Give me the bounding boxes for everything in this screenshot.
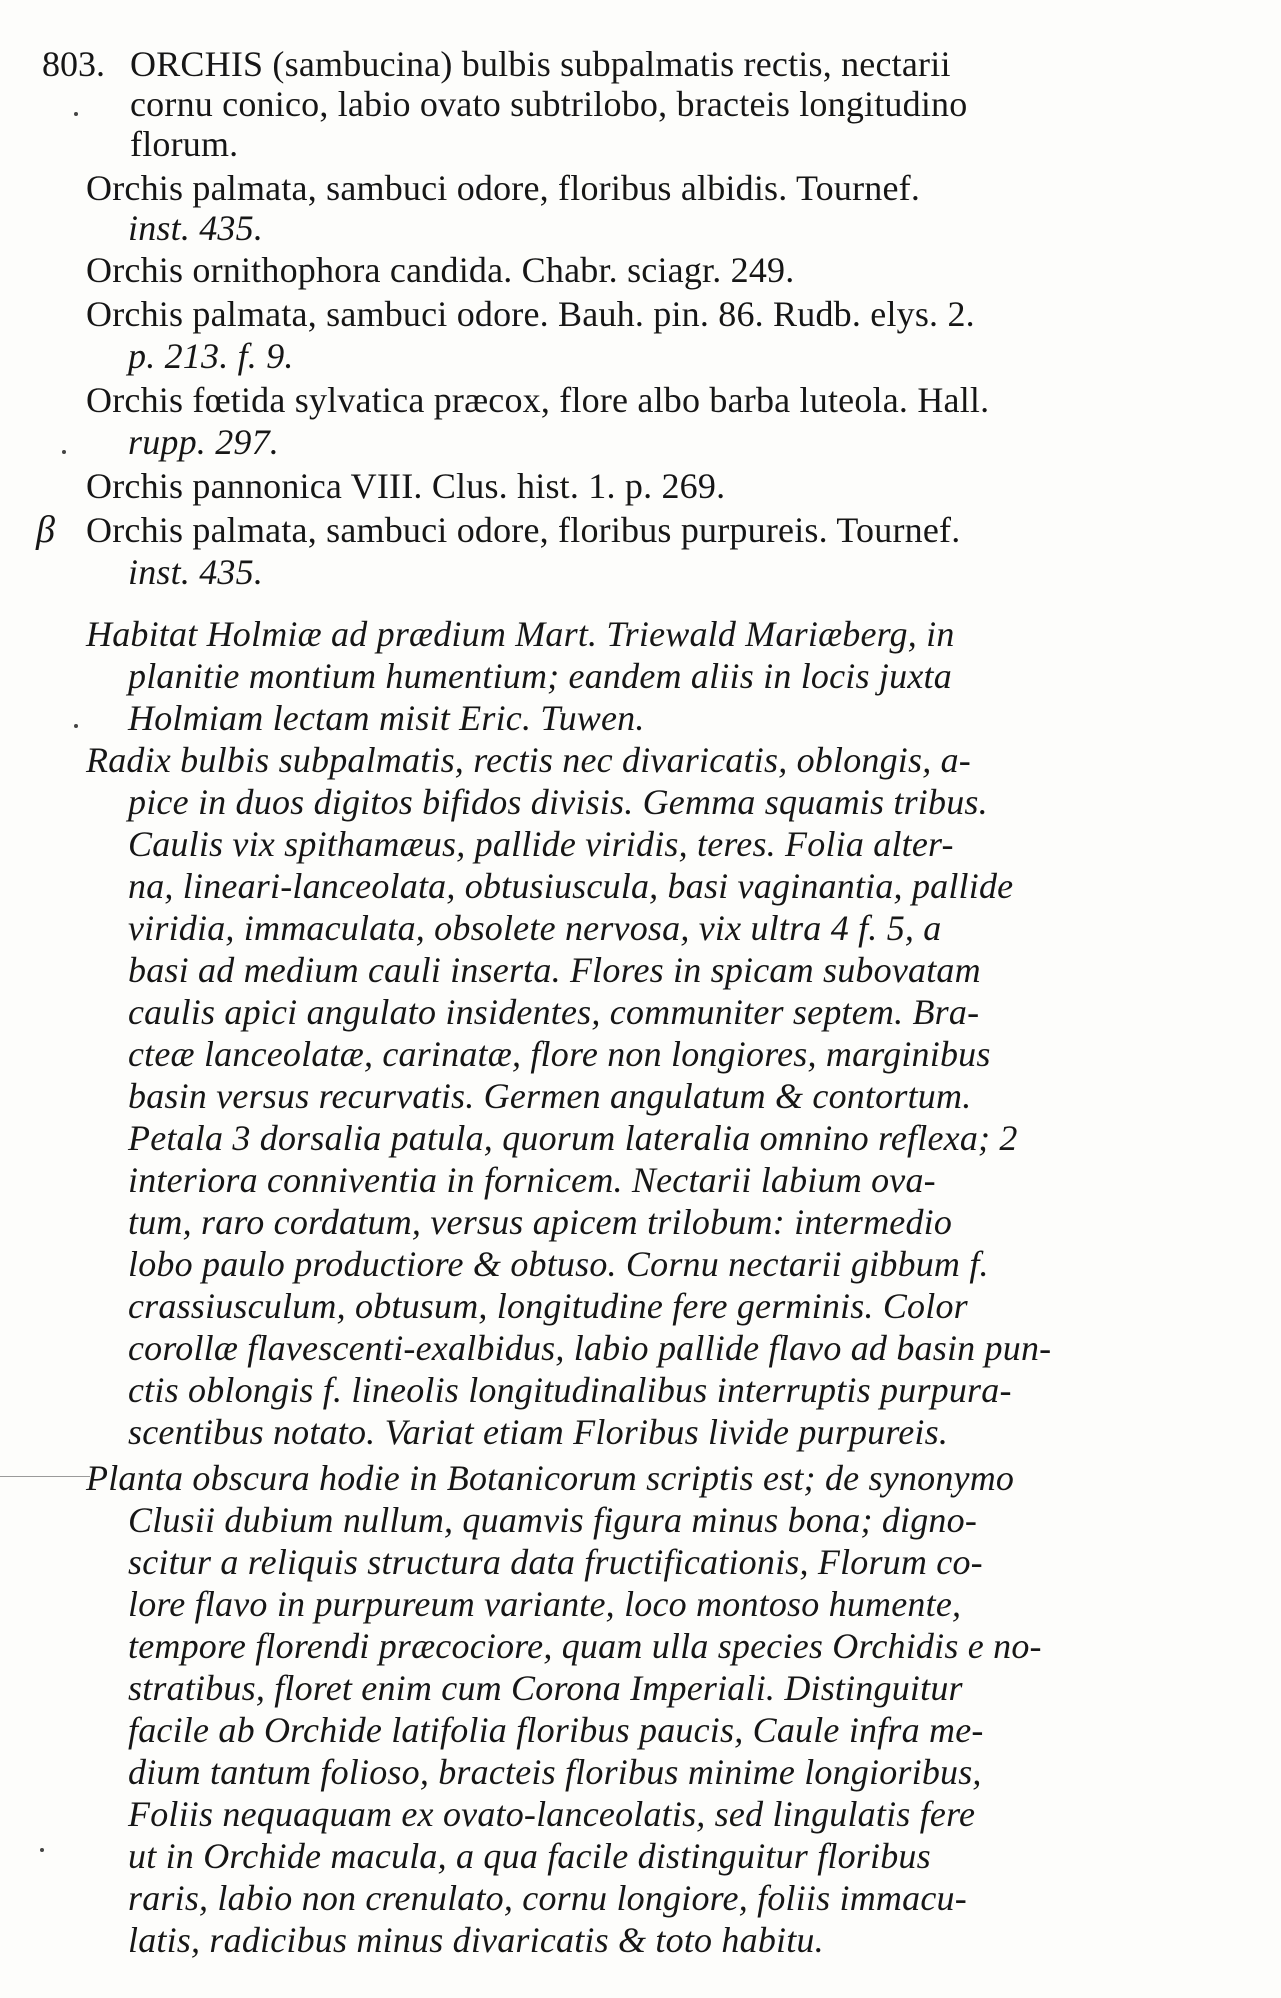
planta-line: ut in Orchide macula, a qua facile distinguitur floribus <box>128 1836 931 1876</box>
planta-line: Foliis nequaquam ex ovato-lanceolatis, sed lingulatis fere <box>128 1794 976 1834</box>
planta-line: facile ab Orchide latifolia floribus paucis, Caule infra me- <box>128 1710 984 1750</box>
radix-line: crassiusculum, obtusum, longitudine fere germinis. Color <box>128 1286 968 1326</box>
synonym-line: Orchis palmata, sambuci odore. Bauh. pin. 86. Rudb. elys. 2. <box>86 294 975 334</box>
radix-line: viridia, immaculata, obsolete nervosa, vix ultra 4 f. 5, a <box>128 908 942 948</box>
synonym-line: Orchis ornithophora candida. Chabr. sciagr. 249. <box>86 250 795 290</box>
species-number: 803. <box>42 44 105 84</box>
radix-line: ctis oblongis f. lineolis longitudinalibus interruptis purpura- <box>128 1370 1012 1410</box>
radix-line: lobo paulo productiore & obtuso. Cornu nectarii gibbum f. <box>128 1244 989 1284</box>
margin-rule <box>0 1476 90 1477</box>
radix-line: Petala 3 dorsalia patula, quorum lateralia omnino reflexa; 2 <box>128 1118 1018 1158</box>
planta-line: tempore florendi præcociore, quam ulla species Orchidis e no- <box>128 1626 1042 1666</box>
synonym-line: Orchis pannonica VIII. Clus. hist. 1. p. 269. <box>86 466 726 506</box>
radix-line: basin versus recurvatis. Germen angulatum & contortum. <box>128 1076 972 1116</box>
radix-line: scentibus notato. Variat etiam Floribus livide purpureis. <box>128 1412 949 1452</box>
planta-line: raris, labio non crenulato, cornu longiore, foliis immacu- <box>128 1878 967 1918</box>
synonym-line: p. 213. f. 9. <box>128 336 294 376</box>
speck-mark <box>74 724 78 728</box>
speck-mark <box>40 1848 44 1852</box>
species-heading-line: cornu conico, labio ovato subtrilobo, bracteis longitudino <box>130 84 968 124</box>
radix-line: pice in duos digitos bifidos divisis. Gemma squamis tribus. <box>128 782 988 822</box>
planta-line: Planta obscura hodie in Botanicorum scriptis est; de synonymo <box>86 1458 1015 1498</box>
planta-line: lore flavo in purpureum variante, loco montoso humente, <box>128 1584 962 1624</box>
synonym-line: inst. 435. <box>128 208 264 248</box>
variety-line: Orchis palmata, sambuci odore, floribus purpureis. Tournef. <box>86 510 961 550</box>
radix-line: cteæ lanceolatæ, carinatæ, flore non longiores, marginibus <box>128 1034 991 1074</box>
planta-line: stratibus, floret enim cum Corona Imperiali. Distinguitur <box>128 1668 963 1708</box>
planta-line: dium tantum folioso, bracteis floribus minime longioribus, <box>128 1752 982 1792</box>
speck-mark <box>74 112 78 116</box>
radix-line: Radix bulbis subpalmatis, rectis nec divaricatis, oblongis, a- <box>86 740 971 780</box>
radix-line: interiora conniventia in fornicem. Nectarii labium ova- <box>128 1160 936 1200</box>
radix-line: Caulis vix spithamæus, pallide viridis, teres. Folia alter- <box>128 824 954 864</box>
radix-line: tum, raro cordatum, versus apicem trilobum: intermedio <box>128 1202 953 1242</box>
variety-line: inst. 435. <box>128 552 264 592</box>
radix-line: na, lineari-lanceolata, obtusiuscula, basi vaginantia, pallide <box>128 866 1014 906</box>
planta-line: Clusii dubium nullum, quamvis figura minus bona; digno- <box>128 1500 978 1540</box>
synonym-line: Orchis palmata, sambuci odore, floribus albidis. Tournef. <box>86 168 921 208</box>
synonym-line: rupp. 297. <box>128 422 280 462</box>
habitat-line: planitie montium humentium; eandem aliis in locis juxta <box>128 656 952 696</box>
radix-line: corollæ flavescenti-exalbidus, labio pallide flavo ad basin pun- <box>128 1328 1052 1368</box>
radix-line: basi ad medium cauli inserta. Flores in spicam subovatam <box>128 950 981 990</box>
planta-line: latis, radicibus minus divaricatis & toto habitu. <box>128 1920 824 1960</box>
species-heading-line: florum. <box>130 124 239 164</box>
species-heading-line: ORCHIS (sambucina) bulbis subpalmatis rectis, nectarii <box>130 44 951 84</box>
speck-mark <box>62 450 66 454</box>
habitat-line: Holmiam lectam misit Eric. Tuwen. <box>128 698 645 738</box>
habitat-line: Habitat Holmiæ ad prædium Mart. Triewald Mariæberg, in <box>86 614 955 654</box>
radix-line: caulis apici angulato insidentes, communiter septem. Bra- <box>128 992 980 1032</box>
variety-marker: β <box>36 509 55 551</box>
synonym-line: Orchis fœtida sylvatica præcox, flore albo barba luteola. Hall. <box>86 380 990 420</box>
planta-line: scitur a reliquis structura data fructificationis, Florum co- <box>128 1542 983 1582</box>
